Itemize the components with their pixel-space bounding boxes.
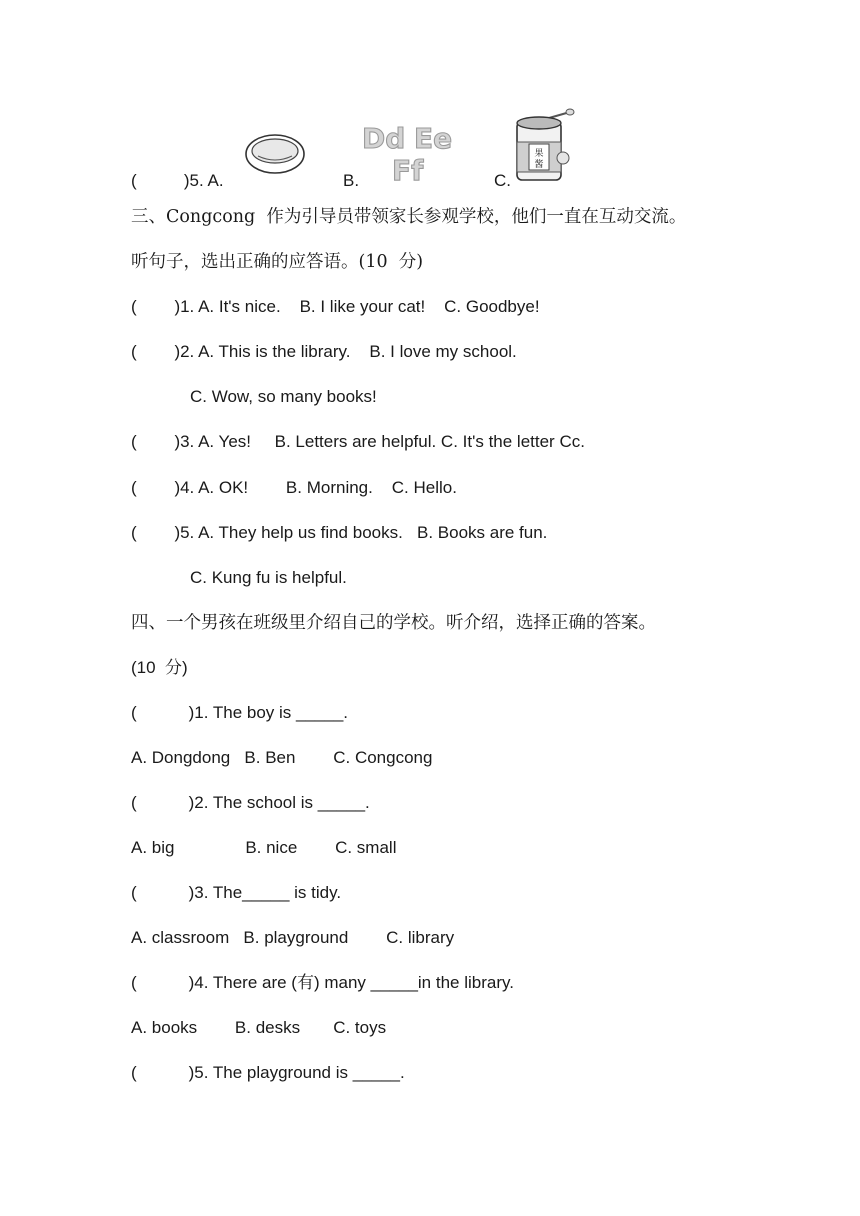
s4-q4: ( )4. There are (有) many _____in the library.	[131, 973, 514, 992]
jam-jar-picture	[512, 108, 576, 184]
option-c-label: C.	[494, 171, 511, 190]
section3-heading-line1: 三、Congcong 作为引导员带领家长参观学校，他们一直在互动交流。	[131, 207, 687, 227]
section4-heading-line2: (10 分)	[131, 658, 188, 677]
bowl-picture	[244, 132, 306, 176]
q2-item5-prefix: ( )5. A.	[131, 171, 224, 190]
letter-ee: Ee	[414, 122, 453, 155]
option-b-label: B.	[343, 171, 360, 190]
s4-q5: ( )5. The playground is _____.	[131, 1063, 405, 1082]
s3-item2: ( )2. A. This is the library. B. I love my school.	[131, 342, 517, 361]
jar-label-text-2: 酱	[534, 160, 544, 170]
letter-ff: Ff	[392, 154, 424, 186]
section4-heading-line1: 四、一个男孩在班级里介绍自己的学校。听介绍，选择正确的答案。	[131, 613, 656, 633]
s4-q4-options: A. books B. desks C. toys	[131, 1018, 387, 1037]
s4-q2: ( )2. The school is _____.	[131, 793, 370, 812]
s3-item3: ( )3. A. Yes! B. Letters are helpful. C. It's the letter Cc.	[131, 432, 585, 451]
s4-q1-options: A. Dongdong B. Ben C. Congcong	[131, 748, 433, 767]
jar-label-text-1: 果	[534, 149, 544, 159]
s4-q2-options: A. big B. nice C. small	[131, 838, 397, 857]
s4-q3-options: A. classroom B. playground C. library	[131, 928, 455, 947]
s4-q3: ( )3. The_____ is tidy.	[131, 883, 342, 902]
s3-item2-cont: C. Wow, so many books!	[190, 387, 377, 406]
s3-item1: ( )1. A. It's nice. B. I like your cat! C. Goodbye!	[131, 297, 540, 316]
s4-q1: ( )1. The boy is _____.	[131, 703, 349, 722]
letters-dd-ee-ff-picture	[360, 116, 466, 186]
s3-item5: ( )5. A. They help us find books. B. Books are fun.	[131, 523, 548, 542]
s3-item4: ( )4. A. OK! B. Morning. C. Hello.	[131, 478, 457, 497]
s3-item5-cont: C. Kung fu is helpful.	[190, 568, 347, 587]
letter-dd: Dd	[362, 122, 406, 155]
section3-heading-line2: 听句子，选出正确的应答语。(10 分)	[131, 252, 424, 272]
